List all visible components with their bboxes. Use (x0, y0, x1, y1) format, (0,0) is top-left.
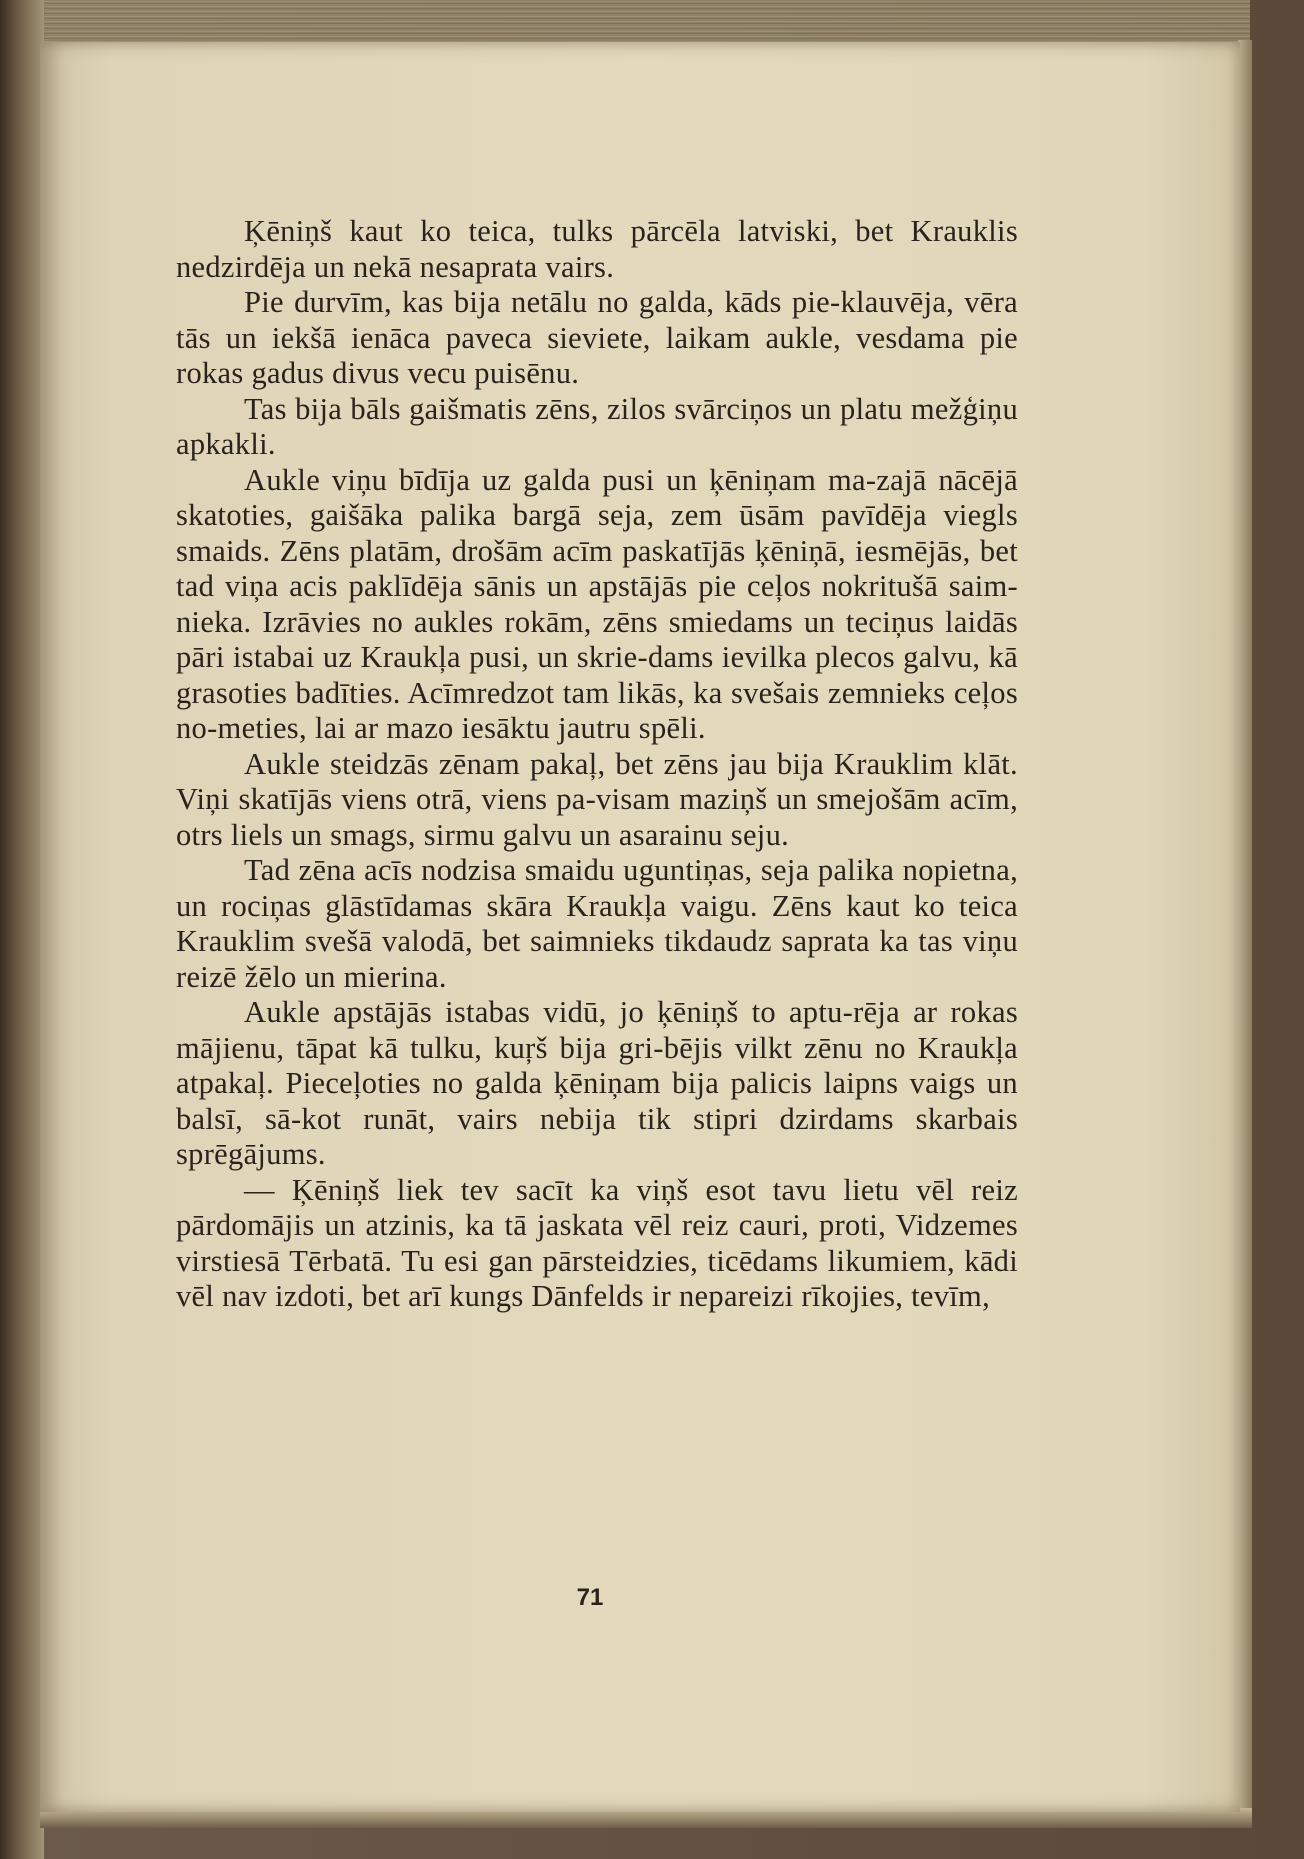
paragraph: Pie durvīm, kas bija netālu no galda, kāds pie-klauvēja, vēra tās un iekšā ienāca paveca sieviete, laikam aukle, vesdama pie rokas gadus divus vecu puisēnu. (176, 285, 1018, 390)
paragraph: Aukle apstājās istabas vidū, jo ķēniņš to aptu-rēja ar rokas mājienu, tāpat kā tulku, kuŗš bija gri-bējis vilkt zēnu no Kraukļa atpakaļ. Pieceļoties no galda ķēniņam bija palicis laipns vaigs un balsī, sā-kot runāt, vairs nebija tik stipri dzirdams skarbais sprēgājums. (176, 995, 1018, 1171)
paragraph: Ķēniņš kaut ko teica, tulks pārcēla latviski, bet Krauklis nedzirdēja un nekā nesaprata vairs. (176, 214, 1018, 284)
paragraph: Aukle viņu bīdīja uz galda pusi un ķēniņam ma-zajā nācējā skatoties, gaišāka palika bargā seja, zem ūsām pavīdēja viegls smaids. Zēns platām, drošām acīm paskatījās ķēniņā, iesmējās, bet tad viņa acis paklīdēja sānis un apstājās pie ceļos nokritušā saim-nieka. Izrāvies no aukles rokām, zēns smiedams un teciņus laidās pāri istabai uz Kraukļa pusi, un skrie-dams ievilka plecos galvu, kā grasoties badīties. Acīmredzot tam likās, ka svešais zemnieks ceļos no-meties, lai ar mazo iesāktu jautru spēli. (176, 462, 1018, 745)
paragraph: Tas bija bāls gaišmatis zēns, zilos svārciņos un platu mežģiņu apkakli. (176, 391, 1018, 461)
page-number: 71 (576, 1584, 604, 1611)
page-right-edge (1238, 40, 1252, 1812)
paragraph: Aukle steidzās zēnam pakaļ, bet zēns jau bija Krauklim klāt. Viņi skatījās viens otrā, viens pa-visam maziņš un smejošām acīm, otrs liels un smags, sirmu galvu un asarainu seju. (176, 746, 1018, 852)
paragraph: — Ķēniņš liek tev sacīt ka viņš esot tavu lietu vēl reiz pārdomājis un atzinis, ka tā jaskata vēl reiz cauri, proti, Vidzemes virstiesā Tērbatā. Tu esi gan pārsteidzies, ticēdams likumiem, kādi vēl nav izdoti, bet arī kungs Dānfelds ir nepareizi rīkojies, tevīm, (176, 1172, 1018, 1313)
book-spine (0, 0, 44, 1859)
paragraph: Tad zēna acīs nodzisa smaidu uguntiņas, seja palika nopietna, un rociņas glāstīdamas skāra Kraukļa vaigu. Zēns kaut ko teica Krauklim svešā valodā, bet saimnieks tikdaudz saprata ka tas viņu reizē žēlo un mierina. (176, 853, 1018, 994)
page-text (176, 214, 1018, 1315)
